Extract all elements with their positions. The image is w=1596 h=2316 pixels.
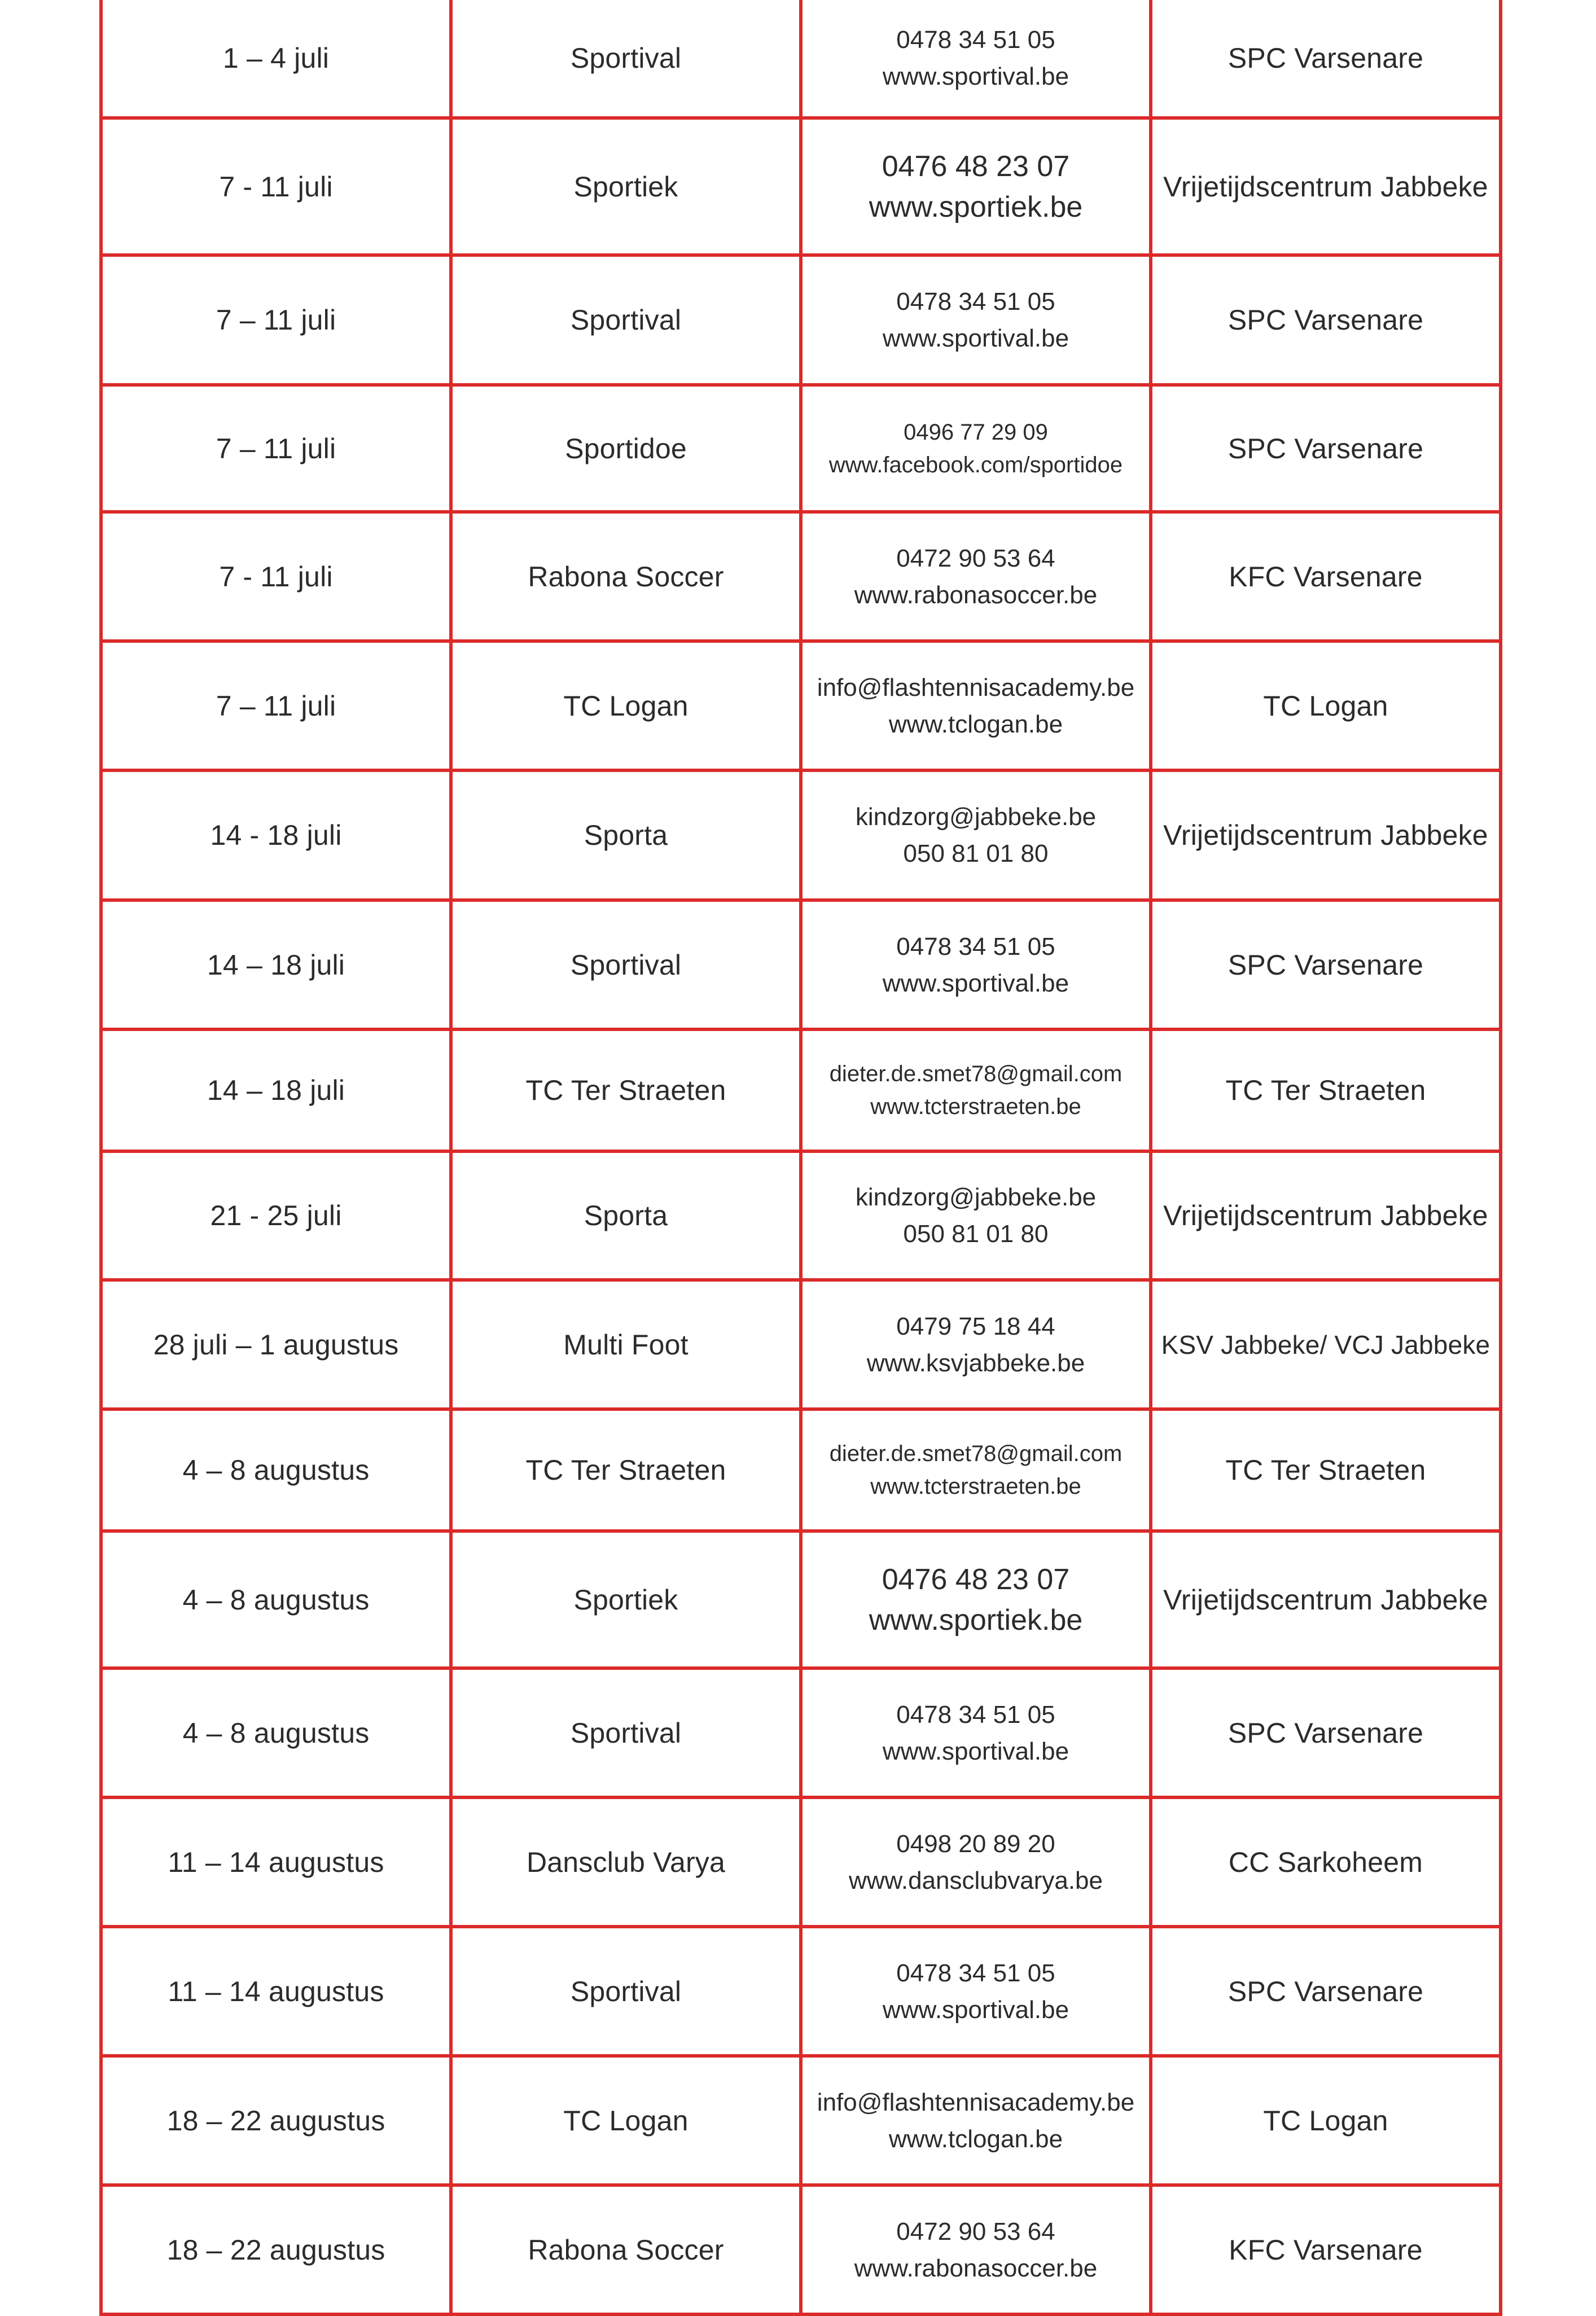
table-row <box>101 2185 1501 2314</box>
table-row <box>101 1280 1501 1409</box>
organizer-cell: Sportival <box>451 1927 801 2056</box>
contact-cell <box>801 770 1151 900</box>
location-cell: KFC Varsenare <box>1151 2185 1501 2314</box>
table-row <box>101 1531 1501 1668</box>
contact-secondary: 050 81 01 80 <box>903 840 1049 867</box>
location-cell: CC Sarkoheem <box>1151 1797 1501 1927</box>
organizer-cell: Rabona Soccer <box>451 512 801 641</box>
schedule-body <box>101 0 1501 2314</box>
date-cell: 7 - 11 juli <box>101 512 451 641</box>
contact-secondary: www.sportival.be <box>882 1737 1069 1765</box>
table-row <box>101 1668 1501 1797</box>
location-cell: TC Ter Straeten <box>1151 1409 1501 1531</box>
contact-secondary: www.ksvjabbeke.be <box>866 1349 1085 1377</box>
location-cell: KFC Varsenare <box>1151 512 1501 641</box>
table-row <box>101 512 1501 641</box>
contact-secondary: www.tclogan.be <box>888 710 1063 738</box>
contact-primary: dieter.de.smet78@gmail.com <box>829 1062 1123 1086</box>
contact-cell <box>801 0 1151 118</box>
date-cell: 11 – 14 augustus <box>101 1927 451 2056</box>
date-cell: 7 - 11 juli <box>101 118 451 255</box>
location-cell: SPC Varsenare <box>1151 385 1501 512</box>
sports-camp-schedule-table <box>99 0 1502 2316</box>
contact-primary: 0498 20 89 20 <box>896 1830 1055 1858</box>
contact-cell <box>801 1531 1151 1668</box>
contact-primary: 0478 34 51 05 <box>896 932 1055 960</box>
contact-cell <box>801 1797 1151 1927</box>
date-cell: 21 - 25 juli <box>101 1151 451 1280</box>
date-cell: 4 – 8 augustus <box>101 1531 451 1668</box>
date-cell: 7 – 11 juli <box>101 641 451 770</box>
organizer-cell: Sporta <box>451 770 801 900</box>
contact-secondary: www.sportival.be <box>882 324 1069 352</box>
contact-cell <box>801 512 1151 641</box>
contact-primary: info@flashtennisacademy.be <box>817 673 1135 701</box>
contact-primary: 0478 34 51 05 <box>896 288 1055 315</box>
contact-secondary: www.dansclubvarya.be <box>848 1866 1103 1894</box>
contact-primary: 0478 34 51 05 <box>896 1700 1055 1729</box>
contact-secondary: www.tcterstraeten.be <box>870 1094 1081 1119</box>
contact-primary: 0476 48 23 07 <box>882 1563 1070 1596</box>
contact-primary: info@flashtennisacademy.be <box>817 2088 1135 2116</box>
contact-secondary: www.sportival.be <box>882 969 1069 997</box>
contact-primary: 0496 77 29 09 <box>904 419 1048 445</box>
organizer-cell: TC Ter Straeten <box>451 1409 801 1531</box>
organizer-cell: Multi Foot <box>451 1280 801 1409</box>
date-cell: 14 – 18 juli <box>101 900 451 1029</box>
date-cell: 7 – 11 juli <box>101 385 451 512</box>
organizer-cell: Sportival <box>451 0 801 118</box>
location-cell: TC Logan <box>1151 2056 1501 2185</box>
contact-secondary: 050 81 01 80 <box>903 1220 1049 1248</box>
contact-secondary: www.sportiek.be <box>869 1603 1083 1637</box>
contact-primary: 0478 34 51 05 <box>896 26 1055 54</box>
organizer-cell: Sporta <box>451 1151 801 1280</box>
table-row <box>101 1151 1501 1280</box>
contact-cell <box>801 1151 1151 1280</box>
contact-cell <box>801 641 1151 770</box>
date-cell: 18 – 22 augustus <box>101 2185 451 2314</box>
date-cell: 4 – 8 augustus <box>101 1409 451 1531</box>
contact-primary: dieter.de.smet78@gmail.com <box>829 1441 1123 1466</box>
table-row <box>101 900 1501 1029</box>
date-cell: 1 – 4 juli <box>101 0 451 118</box>
contact-primary: 0476 48 23 07 <box>882 150 1070 183</box>
contact-secondary: www.rabonasoccer.be <box>854 2254 1098 2282</box>
organizer-cell: Sportival <box>451 1668 801 1797</box>
table-row <box>101 770 1501 900</box>
contact-cell <box>801 1927 1151 2056</box>
location-cell: Vrijetijdscentrum Jabbeke <box>1151 1151 1501 1280</box>
date-cell: 28 juli – 1 augustus <box>101 1280 451 1409</box>
location-cell: TC Logan <box>1151 641 1501 770</box>
contact-secondary: www.tcterstraeten.be <box>870 1474 1081 1499</box>
contact-cell <box>801 385 1151 512</box>
organizer-cell: Rabona Soccer <box>451 2185 801 2314</box>
table-row <box>101 2056 1501 2185</box>
date-cell: 7 – 11 juli <box>101 255 451 385</box>
contact-cell <box>801 900 1151 1029</box>
contact-cell <box>801 1409 1151 1531</box>
contact-cell <box>801 255 1151 385</box>
location-cell: Vrijetijdscentrum Jabbeke <box>1151 770 1501 900</box>
date-cell: 14 – 18 juli <box>101 1029 451 1151</box>
date-cell: 4 – 8 augustus <box>101 1668 451 1797</box>
location-cell: SPC Varsenare <box>1151 1927 1501 2056</box>
organizer-cell: Sportidoe <box>451 385 801 512</box>
contact-secondary: www.sportival.be <box>882 1995 1069 2024</box>
organizer-cell: Sportiek <box>451 118 801 255</box>
contact-primary: 0472 90 53 64 <box>896 544 1055 572</box>
table-row <box>101 1029 1501 1151</box>
location-cell: SPC Varsenare <box>1151 0 1501 118</box>
contact-secondary: www.facebook.com/sportidoe <box>828 452 1123 477</box>
location-cell: Vrijetijdscentrum Jabbeke <box>1151 118 1501 255</box>
table-row <box>101 641 1501 770</box>
contact-cell <box>801 1029 1151 1151</box>
organizer-cell: Sportival <box>451 255 801 385</box>
contact-secondary: www.sportival.be <box>882 63 1069 90</box>
contact-cell <box>801 118 1151 255</box>
contact-cell <box>801 2056 1151 2185</box>
contact-cell <box>801 2185 1151 2314</box>
location-cell: Vrijetijdscentrum Jabbeke <box>1151 1531 1501 1668</box>
contact-secondary: www.rabonasoccer.be <box>854 581 1098 609</box>
table-row <box>101 1409 1501 1531</box>
table-row <box>101 255 1501 385</box>
date-cell: 18 – 22 augustus <box>101 2056 451 2185</box>
contact-primary: 0478 34 51 05 <box>896 1959 1055 1987</box>
organizer-cell: Sportival <box>451 900 801 1029</box>
table-row <box>101 1797 1501 1927</box>
organizer-cell: Sportiek <box>451 1531 801 1668</box>
organizer-cell: Dansclub Varya <box>451 1797 801 1927</box>
contact-cell <box>801 1280 1151 1409</box>
contact-secondary: www.tclogan.be <box>888 2125 1063 2153</box>
contact-primary: 0472 90 53 64 <box>896 2217 1055 2245</box>
contact-secondary: www.sportiek.be <box>869 190 1083 223</box>
contact-primary: 0479 75 18 44 <box>896 1312 1055 1340</box>
location-cell: SPC Varsenare <box>1151 255 1501 385</box>
contact-cell <box>801 1668 1151 1797</box>
table-row <box>101 118 1501 255</box>
date-cell: 11 – 14 augustus <box>101 1797 451 1927</box>
table-row <box>101 0 1501 118</box>
organizer-cell: TC Logan <box>451 2056 801 2185</box>
table-row <box>101 385 1501 512</box>
table-row <box>101 1927 1501 2056</box>
location-cell: TC Ter Straeten <box>1151 1029 1501 1151</box>
location-cell: KSV Jabbeke/ VCJ Jabbeke <box>1151 1280 1501 1409</box>
organizer-cell: TC Ter Straeten <box>451 1029 801 1151</box>
location-cell: SPC Varsenare <box>1151 1668 1501 1797</box>
contact-primary: kindzorg@jabbeke.be <box>855 1183 1097 1211</box>
date-cell: 14 - 18 juli <box>101 770 451 900</box>
location-cell: SPC Varsenare <box>1151 900 1501 1029</box>
organizer-cell: TC Logan <box>451 641 801 770</box>
contact-primary: kindzorg@jabbeke.be <box>855 803 1097 831</box>
